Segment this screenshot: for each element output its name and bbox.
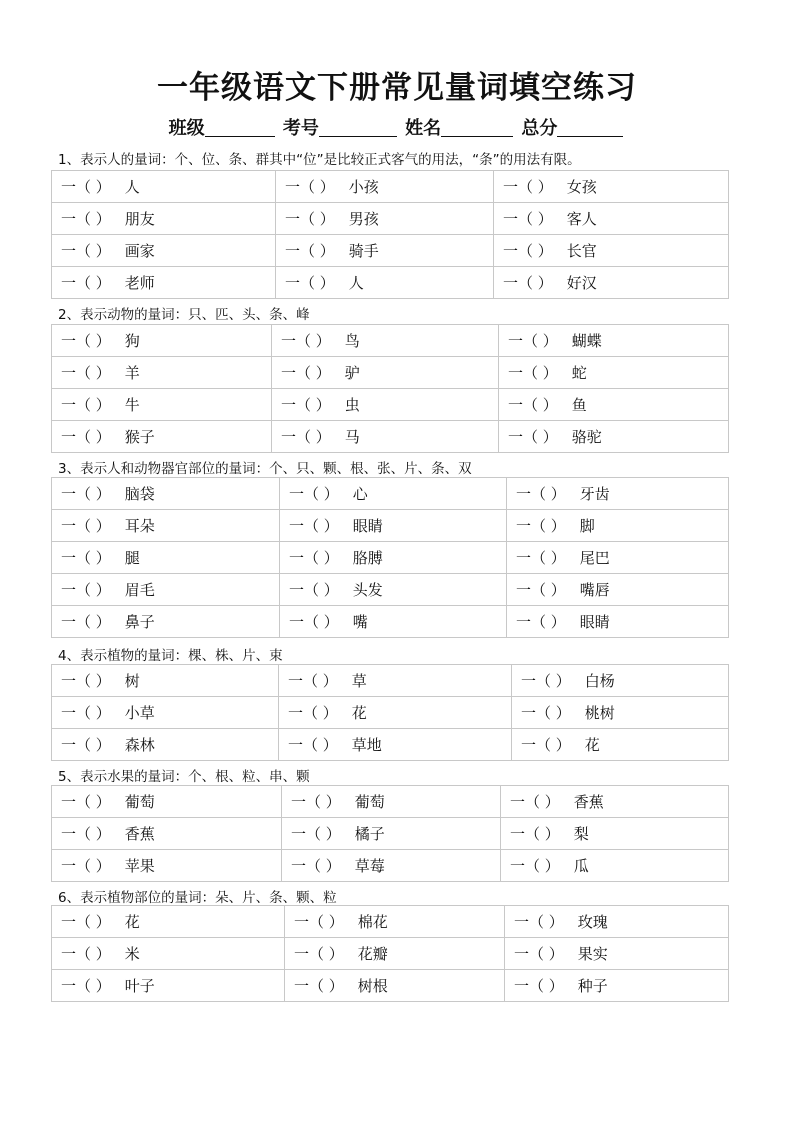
quantifier-blank[interactable]: 一（ ） [289,517,339,535]
exam-number-blank[interactable] [319,118,397,137]
quantifier-blank[interactable]: 一（ ） [514,913,564,931]
quantifier-blank[interactable]: 一（ ） [61,332,111,350]
quantifier-blank[interactable]: 一（ ） [61,825,111,843]
noun-word: 蛇 [571,364,587,382]
quantifier-cell [52,267,276,299]
quantifier-blank[interactable]: 一（ ） [61,977,111,995]
table-row [52,818,729,850]
quantifier-cell [285,938,505,970]
noun-word: 嘴唇 [579,581,610,599]
noun-word: 橘子 [354,825,385,843]
noun-word: 鸟 [344,332,360,350]
quantifier-cell [52,606,280,638]
exam-number-label: 考号 [282,118,319,139]
noun-word: 葡萄 [124,793,155,811]
noun-word: 胳膊 [352,549,383,567]
noun-word: 眉毛 [124,581,155,599]
noun-word: 香蕉 [124,825,155,843]
quantifier-cell [276,171,494,203]
noun-word: 骆驼 [571,428,602,446]
table-row [52,171,729,203]
quantifier-blank[interactable]: 一（ ） [510,825,560,843]
quantifier-cell [279,665,512,697]
quantifier-blank[interactable]: 一（ ） [281,332,331,350]
noun-word: 长官 [566,242,597,260]
quantifier-cell [505,970,729,1002]
quantifier-blank[interactable]: 一（ ） [285,274,335,292]
quantifier-cell [52,729,279,761]
noun-word: 眼睛 [579,613,610,631]
quantifier-cell [282,818,501,850]
noun-word: 小草 [124,704,155,722]
table-row [52,325,729,357]
noun-word: 人 [124,178,140,196]
quantifier-cell [52,665,279,697]
section-heading: 6、表示植物部位的量词：朵、片、条、颗、粒 [58,890,337,906]
quantifier-cell [52,325,272,357]
quantifier-cell [507,574,729,606]
quantifier-blank[interactable]: 一（ ） [288,672,338,690]
noun-word: 牛 [124,396,140,414]
table-row [52,203,729,235]
quantifier-cell [507,606,729,638]
quantifier-blank[interactable]: 一（ ） [291,857,341,875]
table-row [52,478,729,510]
quantifier-cell [52,574,280,606]
noun-word: 玫瑰 [577,913,608,931]
quantifier-blank[interactable]: 一（ ） [288,704,338,722]
section-heading: 3、表示人和动物器官部位的量词：个、只、颗、根、张、片、条、双 [58,461,472,477]
table-row [52,850,729,882]
noun-word: 棉花 [357,913,388,931]
noun-word: 牙齿 [579,485,610,503]
quantifier-cell [52,203,276,235]
quantifier-cell [512,665,729,697]
table-row [52,786,729,818]
quantifier-blank[interactable]: 一（ ） [61,857,111,875]
noun-word: 树 [124,672,140,690]
quantifier-cell [52,938,285,970]
quantifier-cell [52,818,282,850]
quantifier-cell [272,325,499,357]
class-blank[interactable] [205,118,275,137]
noun-word: 骑手 [348,242,379,260]
quantifier-blank[interactable]: 一（ ） [285,178,335,196]
noun-word: 桃树 [584,704,615,722]
noun-word: 狗 [124,332,140,350]
quantifier-cell [494,235,729,267]
quantifier-blank[interactable]: 一（ ） [61,274,111,292]
noun-word: 鱼 [571,396,587,414]
noun-word: 蝴蝶 [571,332,602,350]
quantifier-blank[interactable]: 一（ ） [288,736,338,754]
quantifier-cell [499,357,729,389]
quantifier-cell [494,171,729,203]
quantifier-blank[interactable]: 一（ ） [61,364,111,382]
student-info-line [0,114,794,140]
quantifier-blank[interactable]: 一（ ） [516,581,566,599]
quantifier-blank[interactable]: 一（ ） [61,736,111,754]
noun-word: 花 [584,736,600,754]
noun-word: 果实 [577,945,608,963]
quantifier-table [51,664,729,761]
quantifier-cell [505,906,729,938]
quantifier-cell [282,850,501,882]
noun-word: 腿 [124,549,140,567]
quantifier-blank[interactable]: 一（ ） [503,274,553,292]
noun-word: 种子 [577,977,608,995]
quantifier-cell [52,970,285,1002]
noun-word: 朋友 [124,210,155,228]
quantifier-cell [512,729,729,761]
quantifier-cell [52,786,282,818]
noun-word: 女孩 [566,178,597,196]
noun-word: 脚 [579,517,595,535]
quantifier-cell [499,421,729,453]
table-row [52,574,729,606]
quantifier-cell [280,542,507,574]
noun-word: 心 [352,485,368,503]
quantifier-cell [499,389,729,421]
quantifier-blank[interactable]: 一（ ） [503,178,553,196]
noun-word: 马 [344,428,360,446]
noun-word: 人 [348,274,364,292]
noun-word: 脑袋 [124,485,155,503]
quantifier-blank[interactable]: 一（ ） [294,945,344,963]
quantifier-blank[interactable]: 一（ ） [285,242,335,260]
quantifier-cell [52,421,272,453]
quantifier-blank[interactable]: 一（ ） [503,242,553,260]
quantifier-cell [505,938,729,970]
noun-word: 好汉 [566,274,597,292]
noun-word: 树根 [357,977,388,995]
noun-word: 眼睛 [352,517,383,535]
quantifier-cell [499,325,729,357]
table-row [52,906,729,938]
table-row [52,357,729,389]
noun-word: 花瓣 [357,945,388,963]
noun-word: 葡萄 [354,793,385,811]
quantifier-cell [272,421,499,453]
table-row [52,421,729,453]
quantifier-blank[interactable]: 一（ ） [285,210,335,228]
quantifier-cell [52,389,272,421]
quantifier-blank[interactable]: 一（ ） [61,549,111,567]
table-row [52,510,729,542]
name-blank[interactable] [441,118,513,137]
quantifier-cell [52,542,280,574]
quantifier-blank[interactable]: 一（ ） [510,793,560,811]
section-heading: 1、表示人的量词：个、位、条、群其中“位”是比较正式客气的用法，“条”的用法有限。 [58,152,581,168]
quantifier-cell [512,697,729,729]
quantifier-cell [285,970,505,1002]
quantifier-cell [52,510,280,542]
quantifier-cell [280,510,507,542]
noun-word: 草莓 [354,857,385,875]
table-row [52,970,729,1002]
quantifier-blank[interactable]: 一（ ） [521,736,571,754]
quantifier-blank[interactable]: 一（ ） [510,857,560,875]
quantifier-blank[interactable]: 一（ ） [281,364,331,382]
quantifier-blank[interactable]: 一（ ） [516,485,566,503]
noun-word: 米 [124,945,140,963]
noun-word: 嘴 [352,613,368,631]
noun-word: 画家 [124,242,155,260]
section-heading: 2、表示动物的量词：只、匹、头、条、峰 [58,307,310,323]
quantifier-blank[interactable]: 一（ ） [281,428,331,446]
quantifier-cell [276,203,494,235]
quantifier-blank[interactable]: 一（ ） [61,672,111,690]
quantifier-blank[interactable]: 一（ ） [289,485,339,503]
quantifier-table [51,170,729,299]
quantifier-blank[interactable]: 一（ ） [61,210,111,228]
noun-word: 客人 [566,210,597,228]
quantifier-blank[interactable]: 一（ ） [508,428,558,446]
quantifier-cell [276,267,494,299]
noun-word: 苹果 [124,857,155,875]
quantifier-table [51,785,729,882]
noun-word: 花 [351,704,367,722]
quantifier-table [51,324,729,453]
table-row [52,665,729,697]
name-label: 姓名 [405,118,442,139]
noun-word: 花 [124,913,140,931]
quantifier-table [51,477,729,638]
quantifier-cell [501,818,729,850]
quantifier-cell [52,171,276,203]
table-row [52,729,729,761]
quantifier-blank[interactable]: 一（ ） [291,825,341,843]
table-row [52,389,729,421]
quantifier-blank[interactable]: 一（ ） [61,945,111,963]
quantifier-blank[interactable]: 一（ ） [61,396,111,414]
noun-word: 叶子 [124,977,155,995]
quantifier-cell [52,478,280,510]
quantifier-cell [272,357,499,389]
quantifier-blank[interactable]: 一（ ） [61,613,111,631]
quantifier-blank[interactable]: 一（ ） [61,428,111,446]
table-row [52,697,729,729]
quantifier-cell [52,697,279,729]
quantifier-blank[interactable]: 一（ ） [289,613,339,631]
noun-word: 白杨 [584,672,615,690]
quantifier-cell [52,235,276,267]
score-label: 总分 [521,118,558,139]
quantifier-cell [279,729,512,761]
quantifier-blank[interactable]: 一（ ） [516,613,566,631]
quantifier-blank[interactable]: 一（ ） [61,517,111,535]
quantifier-cell [276,235,494,267]
quantifier-cell [282,786,501,818]
table-row [52,235,729,267]
section-heading: 5、表示水果的量词：个、根、粒、串、颗 [58,769,310,785]
class-label: 班级 [168,118,205,139]
quantifier-cell [494,267,729,299]
noun-word: 梨 [573,825,589,843]
quantifier-blank[interactable]: 一（ ） [61,485,111,503]
quantifier-blank[interactable]: 一（ ） [61,913,111,931]
quantifier-blank[interactable]: 一（ ） [521,672,571,690]
noun-word: 耳朵 [124,517,155,535]
quantifier-blank[interactable]: 一（ ） [61,704,111,722]
quantifier-blank[interactable]: 一（ ） [289,549,339,567]
noun-word: 鼻子 [124,613,155,631]
quantifier-cell [507,542,729,574]
quantifier-blank[interactable]: 一（ ） [61,793,111,811]
quantifier-cell [272,389,499,421]
quantifier-blank[interactable]: 一（ ） [61,242,111,260]
noun-word: 老师 [124,274,155,292]
quantifier-cell [279,697,512,729]
quantifier-cell [52,906,285,938]
quantifier-blank[interactable]: 一（ ） [516,549,566,567]
noun-word: 草 [351,672,367,690]
quantifier-cell [280,478,507,510]
noun-word: 尾巴 [579,549,610,567]
quantifier-blank[interactable]: 一（ ） [514,945,564,963]
table-row [52,542,729,574]
noun-word: 香蕉 [573,793,604,811]
quantifier-blank[interactable]: 一（ ） [516,517,566,535]
quantifier-cell [285,906,505,938]
quantifier-cell [52,357,272,389]
quantifier-blank[interactable]: 一（ ） [508,364,558,382]
noun-word: 羊 [124,364,140,382]
table-row [52,267,729,299]
quantifier-cell [501,850,729,882]
quantifier-table [51,905,729,1002]
noun-word: 男孩 [348,210,379,228]
noun-word: 驴 [344,364,360,382]
noun-word: 猴子 [124,428,155,446]
quantifier-blank[interactable]: 一（ ） [289,581,339,599]
table-row [52,606,729,638]
quantifier-cell [52,850,282,882]
noun-word: 头发 [352,581,383,599]
quantifier-blank[interactable]: 一（ ） [514,977,564,995]
table-row [52,938,729,970]
quantifier-cell [507,510,729,542]
quantifier-blank[interactable]: 一（ ） [294,977,344,995]
noun-word: 小孩 [348,178,379,196]
quantifier-cell [507,478,729,510]
quantifier-blank[interactable]: 一（ ） [508,396,558,414]
section-heading: 4、表示植物的量词：棵、株、片、束 [58,648,283,664]
worksheet-title: 一年级语文下册常见量词填空练习 [157,70,637,106]
noun-word: 虫 [344,396,360,414]
quantifier-blank[interactable]: 一（ ） [503,210,553,228]
noun-word: 森林 [124,736,155,754]
quantifier-blank[interactable]: 一（ ） [61,581,111,599]
quantifier-blank[interactable]: 一（ ） [521,704,571,722]
quantifier-cell [280,574,507,606]
quantifier-cell [494,203,729,235]
score-blank[interactable] [557,118,623,137]
quantifier-blank[interactable]: 一（ ） [281,396,331,414]
quantifier-blank[interactable]: 一（ ） [508,332,558,350]
quantifier-cell [280,606,507,638]
quantifier-blank[interactable]: 一（ ） [294,913,344,931]
quantifier-cell [501,786,729,818]
quantifier-blank[interactable]: 一（ ） [291,793,341,811]
quantifier-blank[interactable]: 一（ ） [61,178,111,196]
noun-word: 草地 [351,736,382,754]
noun-word: 瓜 [573,857,589,875]
